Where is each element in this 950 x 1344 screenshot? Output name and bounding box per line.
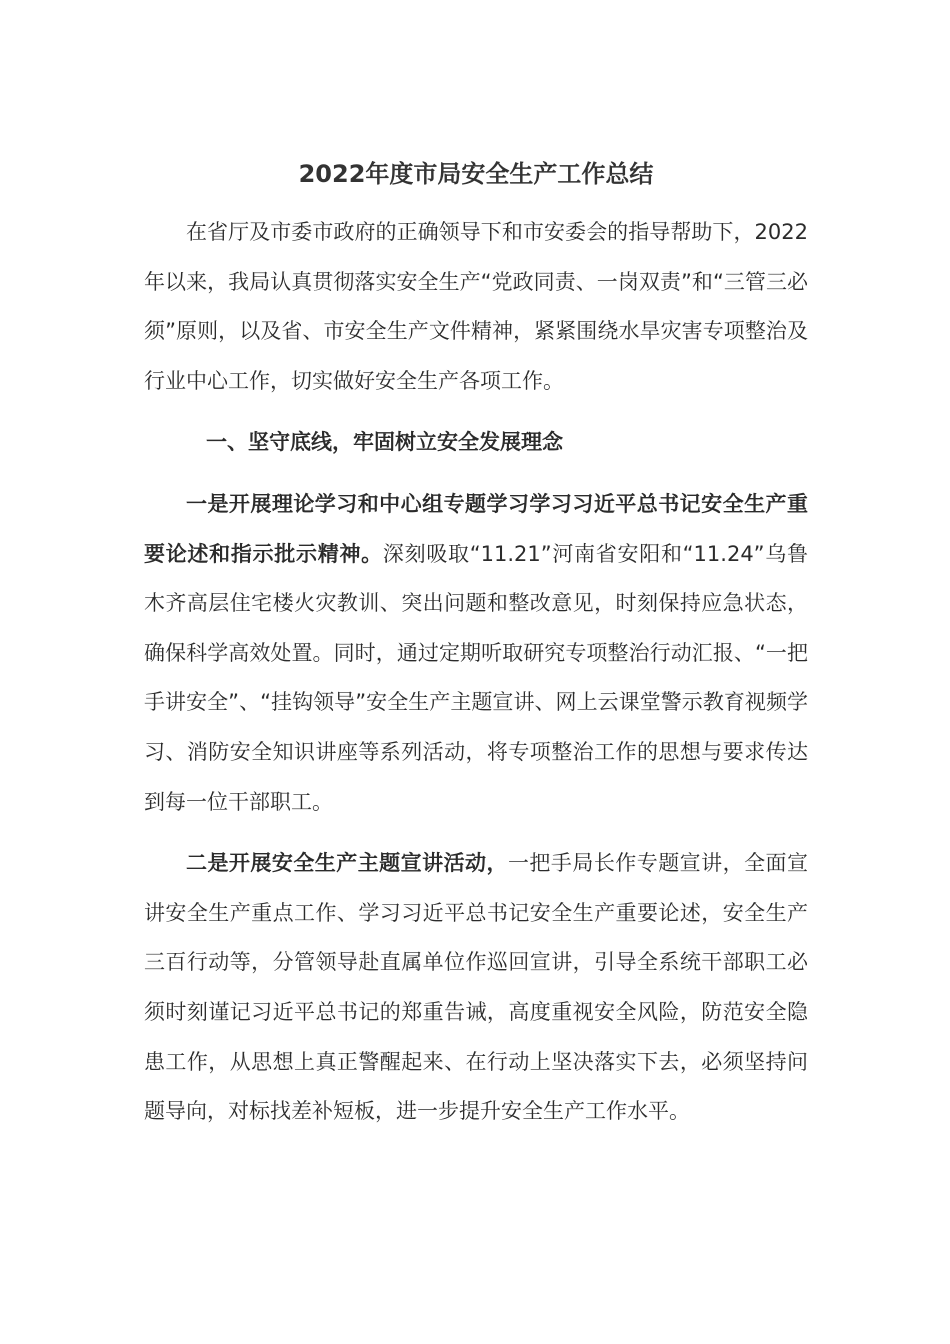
item-paragraph-2 [144,839,808,1137]
intro-paragraph: 在省厅及市委市政府的正确领导下和市安委会的指导帮助下，2022年以来，我局认真贯彻落实安全生产“党政同责、一岗双责”和“三管三必须”原则，以及省、市安全生产文件精神，紧紧围绕水旱灾害专项整治及行业中心工作，切实做好安全生产各项工作。 [144,220,808,393]
item-body-1: 深刻吸取“11.21”河南省安阳和“11.24”乌鲁木齐高层住宅楼火灾教训、突出问题和整改意见，时刻保持应急状态，确保科学高效处置。同时，通过定期听取研究专项整治行动汇报、“一把手讲安全”、“挂钩领导”安全生产主题宣讲、网上云课堂警示教育视频学习、消防安全知识讲座等系列活动，将专项整治工作的思想与要求传达到每一位干部职工。 [144,541,808,814]
document-body [144,152,808,1137]
item-body-2: 一把手局长作专题宣讲，全面宣讲安全生产重点工作、学习习近平总书记安全生产重要论述，安全生产三百行动等，分管领导赴直属单位作巡回宣讲，引导全系统干部职工必须时刻谨记习近平总书记的郑重告诫，高度重视安全风险，防范安全隐患工作，从思想上真正警醒起来、在行动上坚决落实下去，必须坚持问题导向，对标找差补短板，进一步提升安全生产工作水平。 [144,851,809,1124]
item-lead-1: 一是开展理论学习和中心组专题学习学习习近平总书记安全生产重要论述和指示批示精神。 [144,491,808,566]
section-heading: 一、坚守底线，牢固树立安全发展理念 [206,430,563,455]
item-paragraph-1 [144,480,808,827]
item-lead-2: 二是开展安全生产主题宣讲活动， [186,851,508,876]
document-title: 2022年度市局安全生产工作总结 [298,160,654,188]
